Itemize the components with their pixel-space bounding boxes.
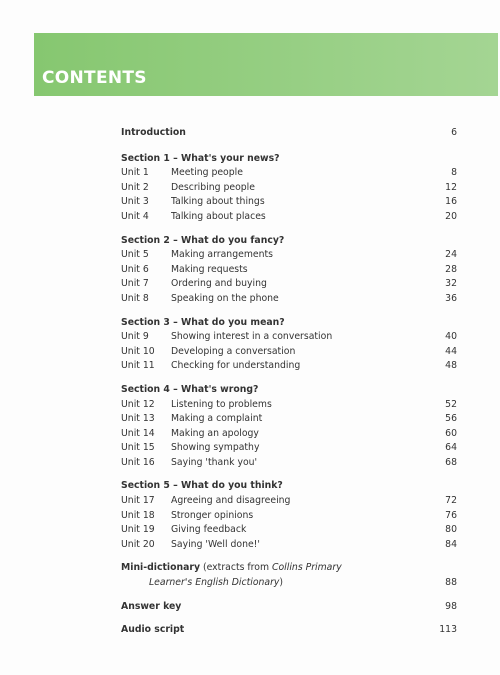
unit-title: Meeting people [171, 167, 243, 179]
unit-number: Unit 4 [121, 210, 149, 222]
page-number: 16 [445, 196, 457, 208]
section-heading [121, 234, 457, 249]
unit-title: Developing a conversation [171, 345, 296, 357]
unit-number: Unit 9 [121, 331, 149, 343]
page-title: CONTENTS [42, 68, 147, 88]
unit-title: Ordering and buying [171, 278, 267, 290]
page-number: 113 [439, 624, 457, 636]
table-of-contents [121, 126, 457, 638]
page-number: 88 [445, 577, 457, 589]
toc-entry-unit[interactable] [121, 330, 457, 345]
unit-number: Unit 3 [121, 196, 149, 208]
page-number: 80 [445, 524, 457, 536]
toc-entry-unit[interactable] [121, 538, 457, 553]
unit-number: Unit 19 [121, 524, 155, 536]
toc-entry-mini-dictionary[interactable] [121, 561, 457, 576]
page-number: 68 [445, 456, 457, 468]
page-number: 32 [445, 278, 457, 290]
unit-title: Giving feedback [171, 524, 247, 536]
page-number: 84 [445, 538, 457, 550]
page-number: 28 [445, 263, 457, 275]
section-heading [121, 152, 457, 167]
page-number: 36 [445, 292, 457, 304]
unit-number: Unit 17 [121, 495, 155, 507]
page-number: 12 [445, 181, 457, 193]
section-heading [121, 479, 457, 494]
section-title: Section 1 – What's your news? [121, 152, 280, 164]
toc-entry-unit[interactable] [121, 427, 457, 442]
unit-title: Saying 'Well done!' [171, 538, 260, 550]
unit-number: Unit 1 [121, 167, 149, 179]
page-number: 8 [451, 167, 457, 179]
unit-number: Unit 7 [121, 278, 149, 290]
unit-title: Listening to problems [171, 398, 272, 410]
page-number: 64 [445, 442, 457, 454]
unit-number: Unit 16 [121, 456, 155, 468]
unit-title: Making an apology [171, 427, 259, 439]
unit-title: Making arrangements [171, 249, 273, 261]
toc-entry-unit[interactable] [121, 277, 457, 292]
unit-title: Agreeing and disagreeing [171, 495, 291, 507]
unit-number: Unit 18 [121, 509, 155, 521]
entry-note-italic: Collins Primary [272, 562, 342, 574]
entry-label: Introduction [121, 127, 186, 138]
page-number: 48 [445, 360, 457, 372]
unit-title: Stronger opinions [171, 509, 254, 521]
toc-entry-introduction[interactable] [121, 126, 457, 141]
toc-entry-unit[interactable] [121, 359, 457, 374]
page-number: 44 [445, 345, 457, 357]
page-number: 56 [445, 413, 457, 425]
section-heading [121, 316, 457, 331]
unit-title: Making requests [171, 263, 248, 275]
unit-number: Unit 12 [121, 398, 155, 410]
toc-entry-unit[interactable] [121, 248, 457, 263]
toc-entry-unit[interactable] [121, 210, 457, 225]
entry-note-italic: Learner's English Dictionary [149, 577, 280, 589]
unit-number: Unit 15 [121, 442, 155, 454]
toc-entry-unit[interactable] [121, 494, 457, 509]
unit-title: Speaking on the phone [171, 292, 279, 304]
entry-label: Answer key [121, 600, 182, 612]
unit-number: Unit 14 [121, 427, 155, 439]
toc-entry-unit[interactable] [121, 195, 457, 210]
toc-entry-audio-script[interactable] [121, 623, 457, 638]
entry-label: Mini-dictionary [121, 562, 201, 574]
section-title: Section 5 – What do you think? [121, 480, 283, 492]
unit-title: Showing interest in a conversation [171, 331, 333, 343]
toc-entry-unit[interactable] [121, 398, 457, 413]
unit-title: Talking about places [171, 210, 266, 222]
unit-number: Unit 11 [121, 360, 155, 372]
toc-entry-unit[interactable] [121, 292, 457, 307]
toc-entry-unit[interactable] [121, 523, 457, 538]
page-number: 98 [445, 600, 457, 612]
unit-title: Checking for understanding [171, 360, 301, 372]
toc-entry-answer-key[interactable] [121, 600, 457, 615]
unit-title: Talking about things [171, 196, 265, 208]
unit-number: Unit 8 [121, 292, 149, 304]
unit-title: Showing sympathy [171, 442, 260, 454]
toc-entry-unit[interactable] [121, 412, 457, 427]
unit-number: Unit 5 [121, 249, 149, 261]
toc-entry-unit[interactable] [121, 345, 457, 360]
unit-title: Describing people [171, 181, 255, 193]
unit-number: Unit 10 [121, 345, 155, 357]
section-title: Section 4 – What's wrong? [121, 383, 259, 395]
entry-label: Audio script [121, 624, 185, 636]
contents-banner [34, 33, 498, 96]
page-number: 40 [445, 331, 457, 343]
page-number: 6 [451, 127, 457, 138]
section-title: Section 2 – What do you fancy? [121, 234, 285, 246]
unit-number: Unit 6 [121, 263, 149, 275]
unit-title: Making a complaint [171, 413, 263, 425]
toc-entry-unit[interactable] [121, 456, 457, 471]
toc-entry-unit[interactable] [121, 441, 457, 456]
unit-number: Unit 20 [121, 538, 155, 550]
section-title: Section 3 – What do you mean? [121, 316, 285, 328]
entry-note: (extracts from [202, 562, 270, 574]
unit-title: Saying 'thank you' [171, 456, 258, 468]
page-number: 24 [445, 249, 457, 261]
unit-number: Unit 2 [121, 181, 149, 193]
page-number: 52 [445, 398, 457, 410]
section-heading [121, 383, 457, 398]
page-number: 60 [445, 427, 457, 439]
page-number: 76 [445, 509, 457, 521]
toc-entry-mini-dictionary-cont [121, 576, 457, 591]
unit-number: Unit 13 [121, 413, 155, 425]
page-number: 72 [445, 495, 457, 507]
toc-entry-unit[interactable] [121, 181, 457, 196]
page-number: 20 [445, 210, 457, 222]
toc-entry-unit[interactable] [121, 263, 457, 278]
toc-entry-unit[interactable] [121, 509, 457, 524]
toc-entry-unit[interactable] [121, 166, 457, 181]
entry-note-close: ) [279, 577, 284, 589]
